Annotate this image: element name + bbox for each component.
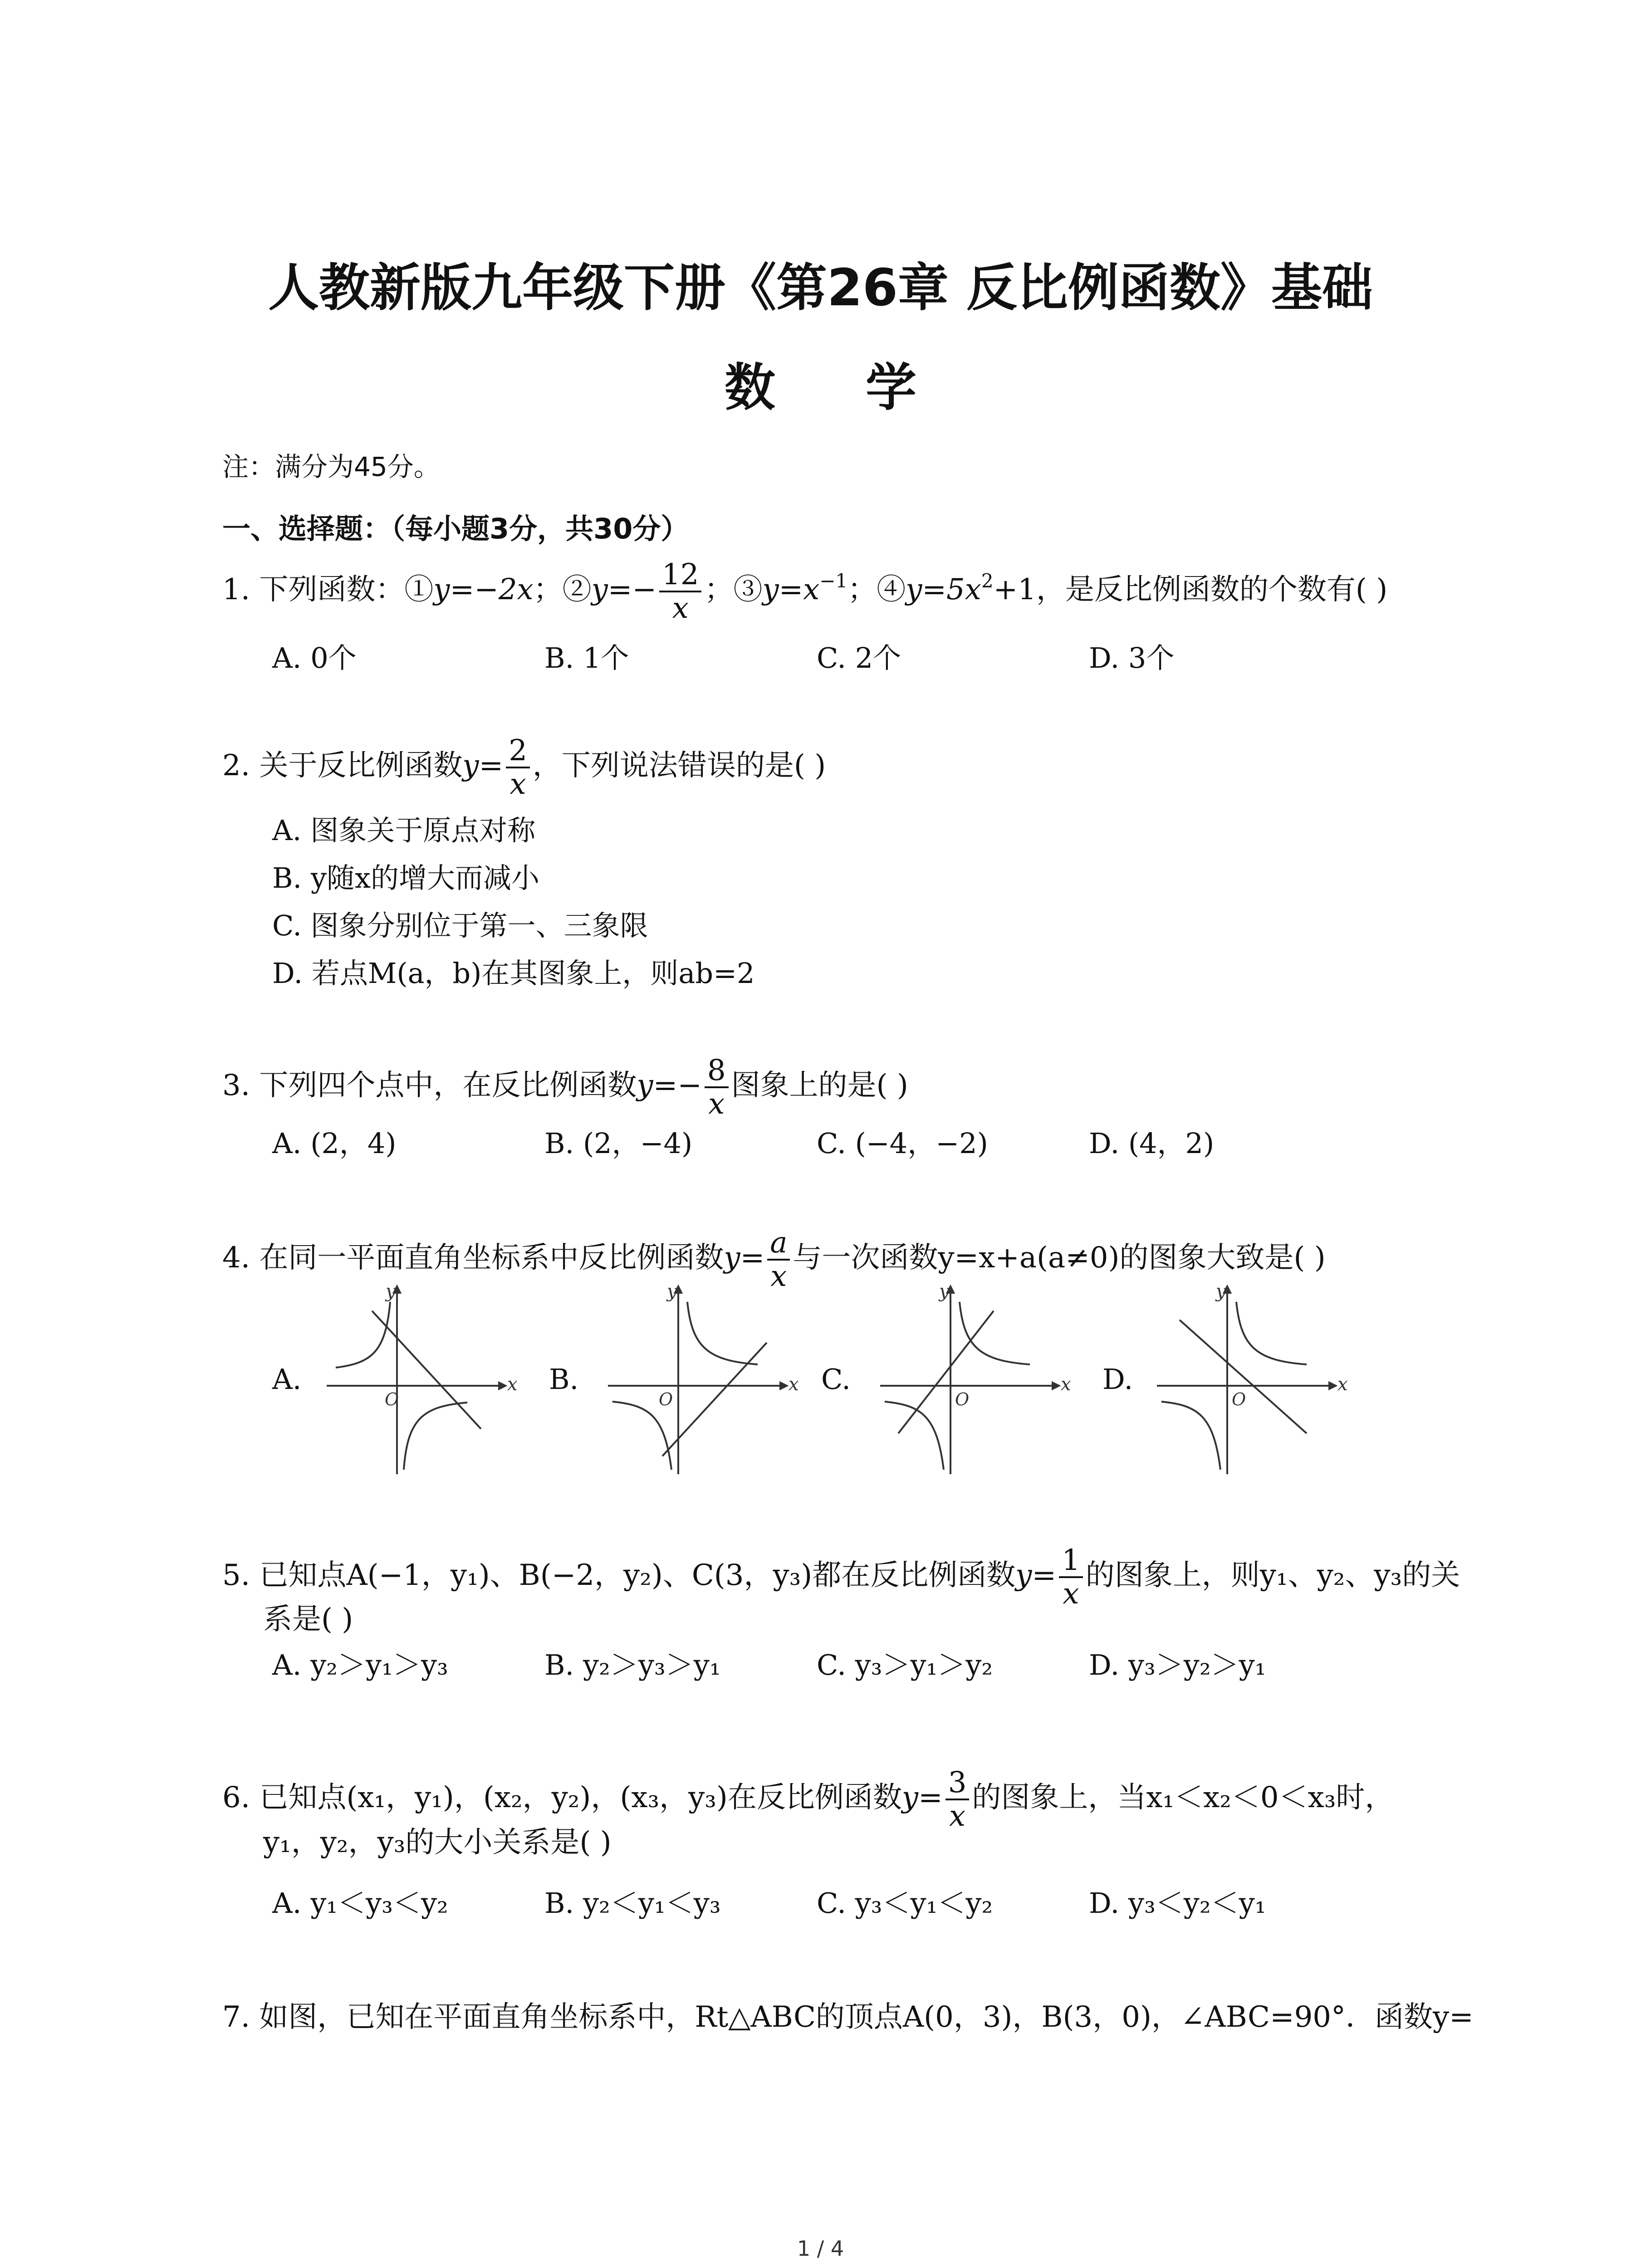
function-eq: y= <box>462 748 504 782</box>
x-axis-label: x <box>507 1374 518 1395</box>
option-c: C. y₃＜y₁＜y₂ <box>817 1887 993 1920</box>
fraction-denominator: x <box>708 1087 725 1121</box>
function-2: y=− <box>591 572 657 606</box>
exponent: −1 <box>819 569 848 592</box>
question-text: 的图象上，当x₁＜x₂＜0＜x₃时， <box>972 1780 1394 1814</box>
function-3: y=x <box>762 572 820 606</box>
x-arrow <box>499 1383 505 1389</box>
hyperbola-branch <box>336 1302 390 1368</box>
question-4 <box>222 1227 1326 1293</box>
function-eq: y= <box>1015 1558 1057 1592</box>
option-c: C. 2个 <box>817 641 901 675</box>
question-text: +1 <box>993 572 1036 606</box>
fraction-numerator: 1 <box>1059 1545 1083 1578</box>
option-a: A. 图象关于原点对称 <box>272 814 536 847</box>
question-5-continued: 系是( ) <box>263 1603 353 1636</box>
graph-option-d-label: D. <box>1102 1363 1133 1396</box>
page-number: 1 / 4 <box>797 2236 844 2261</box>
option-a: A. y₂＞y₁＞y₃ <box>272 1648 448 1681</box>
linear-graph <box>372 1311 481 1429</box>
question-text: 的图象上，则y₁、y₂、y₃的关 <box>1085 1558 1460 1592</box>
graph-option-a <box>318 1284 535 1483</box>
graph-option-a-label: A. <box>272 1363 302 1396</box>
y-axis-label: y <box>386 1284 396 1302</box>
y-axis-label: y <box>1216 1284 1226 1302</box>
function-4: y=5x <box>906 572 981 606</box>
option-d: D. y₃＜y₂＜y₁ <box>1089 1887 1266 1920</box>
fraction-numerator: 3 <box>945 1767 970 1800</box>
question-2 <box>222 735 826 801</box>
question-6 <box>222 1767 1394 1833</box>
fraction-denominator: x <box>770 1260 787 1294</box>
exponent: 2 <box>981 569 994 592</box>
option-b: B. (2，−4) <box>544 1127 693 1160</box>
fraction <box>659 559 701 625</box>
option-d: D. 3个 <box>1089 641 1175 675</box>
option-b: B. 1个 <box>544 641 629 675</box>
graph-option-c <box>871 1284 1089 1483</box>
question-text: ；④ <box>847 572 906 606</box>
fraction-denominator: x <box>949 1799 966 1833</box>
x-axis-label: x <box>1061 1374 1071 1395</box>
origin-label: O <box>385 1389 399 1409</box>
score-note: 注：满分为45分。 <box>222 451 440 482</box>
x-axis-label: x <box>1337 1374 1348 1395</box>
option-d: D. 若点M(a，b)在其图象上，则ab=2 <box>272 957 755 990</box>
question-number: 2. <box>222 748 250 782</box>
question-text: 在同一平面直角坐标系中反比例函数 <box>259 1241 724 1275</box>
question-text: ，下列说法错误的是( ) <box>532 748 826 782</box>
function-eq: y= <box>724 1241 765 1275</box>
option-a: A. y₁＜y₃＜y₂ <box>272 1887 448 1920</box>
fraction-numerator: 2 <box>506 735 530 768</box>
option-b: B. y随x的增大而减小 <box>272 861 539 894</box>
option-b: B. y₂＜y₁＜y₃ <box>544 1887 721 1920</box>
option-d: D. y₃＞y₂＞y₁ <box>1089 1648 1266 1681</box>
x-axis-label: x <box>789 1374 799 1395</box>
graph-option-d <box>1148 1284 1366 1483</box>
question-text: 下列四个点中，在反比例函数 <box>259 1068 637 1102</box>
function-eq: y= <box>901 1780 943 1814</box>
option-c: C. (−4，−2) <box>817 1127 988 1160</box>
option-c: C. 图象分别位于第一、三象限 <box>272 909 648 942</box>
question-1 <box>222 559 1387 625</box>
question-text: ；③ <box>704 572 763 606</box>
question-5 <box>222 1545 1460 1610</box>
question-number: 3. <box>222 1068 250 1102</box>
option-d: D. (4，2) <box>1089 1127 1215 1160</box>
y-axis-label: y <box>667 1284 677 1302</box>
fraction-numerator: 8 <box>705 1055 729 1088</box>
graph-option-b-label: B. <box>549 1363 579 1396</box>
fraction-denominator: x <box>672 591 689 626</box>
fraction <box>1059 1545 1083 1610</box>
question-text: 已知点(x₁，y₁)，(x₂，y₂)，(x₃，y₃)在反比例函数 <box>259 1780 902 1814</box>
question-text: 与一次函数y=x+a(a≠0)的图象大致是( ) <box>793 1241 1326 1275</box>
origin-label: O <box>659 1389 673 1409</box>
fraction-denominator: x <box>1063 1577 1079 1611</box>
question-text: 图象上的是( ) <box>731 1068 908 1102</box>
question-7 <box>222 2000 1474 2034</box>
subject-title: 数 学 <box>725 358 953 417</box>
origin-label: O <box>1232 1389 1246 1409</box>
question-text: ；② <box>533 572 592 606</box>
origin-label: O <box>955 1389 970 1409</box>
fraction <box>705 1055 729 1120</box>
question-6-continued: y₁，y₂，y₃的大小关系是( ) <box>263 1826 612 1859</box>
fraction-numerator: a <box>767 1227 790 1261</box>
y-axis-label: y <box>939 1284 950 1302</box>
option-a: A. (2，4) <box>272 1127 397 1160</box>
question-text: 已知点A(−1，y₁)、B(−2，y₂)、C(3，y₃)都在反比例函数 <box>259 1558 1016 1592</box>
function-eq: y=− <box>637 1068 702 1102</box>
fraction <box>767 1227 790 1293</box>
hyperbola-branch <box>404 1403 467 1470</box>
graph-option-b <box>599 1284 817 1483</box>
fraction-denominator: x <box>509 767 526 802</box>
section-heading: 一、选择题：（每小题3分，共30分） <box>222 512 689 545</box>
fraction-numerator: 12 <box>659 559 701 592</box>
question-number: 6. <box>222 1780 250 1814</box>
function-1: y=−2x <box>433 572 534 606</box>
question-number: 4. <box>222 1241 250 1275</box>
option-a: A. 0个 <box>272 641 357 675</box>
question-3 <box>222 1055 908 1120</box>
option-c: C. y₃＞y₁＞y₂ <box>817 1648 993 1681</box>
question-number: 1. <box>222 572 250 606</box>
option-b: B. y₂＞y₃＞y₁ <box>544 1648 721 1681</box>
question-text: 关于反比例函数 <box>259 748 463 782</box>
question-text: 下列函数：① <box>259 572 434 606</box>
question-number: 7. <box>222 2000 250 2034</box>
graph-option-c-label: C. <box>821 1363 851 1396</box>
fraction <box>506 735 530 801</box>
exam-title: 人教新版九年级下册《第26章 反比例函数》基础 <box>268 259 1373 318</box>
fraction <box>945 1767 970 1833</box>
question-text: 如图，已知在平面直角坐标系中，Rt△ABC的顶点A(0，3)，B(3，0)，∠ABC=90°．函数y= <box>259 2000 1474 2034</box>
question-text: ，是反比例函数的个数有( ) <box>1036 572 1388 606</box>
question-number: 5. <box>222 1558 250 1592</box>
